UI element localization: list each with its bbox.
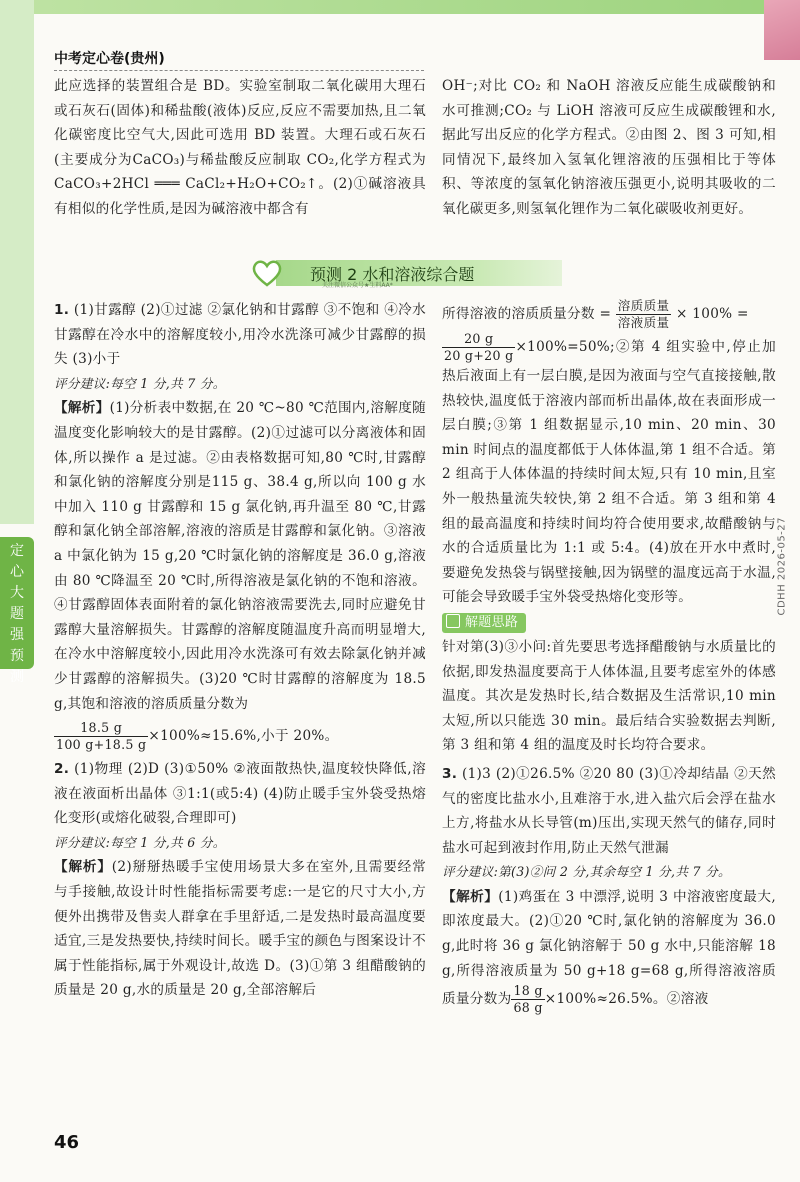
banner-watermark: 关注微信公众号★生料AA* [322,282,393,289]
q3-frac-den: 68 g [513,1000,543,1016]
thinking-label: 解题思路 [465,614,519,630]
q2-analysis [54,855,426,1003]
q1-analysis-label: 【解析】 [54,400,110,417]
q2-score: 评分建议:每空 1 分,共 6 分。 [54,834,226,850]
q1-analysis-text: (1)分析表中数据,在 20 ℃~80 ℃范围内,溶解度随温度变化影响较大的是甘露醇。(2)①过滤可以分离液体和固体,所以操作 a 是过滤。②由表格数据可知,80 ℃时,甘露醇和氯化钠的溶解度分别是115 g、38.4 g,所以向 100 g 水中加入 110 g 甘露醇和 15 g 氯化钠,再升温至 80 ℃,甘露醇和氯化钠全部溶解,溶液的溶质是甘露醇和氯化钠。③溶液 a 中氯化钠为 15 g,20 ℃时氯化钠的溶解度是 36.0 g,溶液由 80 ℃降温至 20 ℃时,所得溶液是氯化钠的不饱和溶液。④甘露醇固体表面附着的氯化钠溶液需要洗去,同时应避免甘露醇大量溶解损失。甘露醇的溶解度随温度升高而明显增大,在冷水中溶解度较小,因此用冷水洗涤可有效去除氯化钠并减少甘露醇的溶解损失。(3)20 ℃时甘露醇的溶解度为 18.5 g,其饱和溶液的溶质质量分数为 [54,400,426,712]
right-top-paragraph: OH⁻;对比 CO₂ 和 NaOH 溶液反应能生成碳酸钠和水可推测;CO₂ 与 LiOH 溶液可反应生成碳酸锂和水,据此写出反应的化学方程式。②由图 2、图 3 可知,相同情况下,最终加入氢氧化锂溶液的压强相比于等体积、等浓度的氢氧化钠溶液压强更小,说明其吸收的二氧化碳更多,则氢氧化锂作为二氧化碳吸收剂更好。 [442,78,776,217]
q3-analysis-label: 【解析】 [442,888,499,905]
thinking-text: 针对第(3)③小问:首先要思考选择醋酸钠与水质量比的依据,即发热温度要高于人体体温,且要考虑室外的体感温度。其次是发热时长,结合数据及生活常识,10 min 太短,所以只能选 30 min。最后结合实验数据去判断,第 3 组和第 4 组的温度及时长均符合要求。 [442,638,776,754]
q2-f1-tail: × 100% = [675,306,749,322]
q1-fraction [54,720,148,753]
q1-frac-tail: ×100%≈15.6%,小于 20%。 [148,728,339,745]
q1-score: 评分建议:每空 1 分,共 7 分。 [54,375,226,391]
right-top-continuation [442,74,776,222]
side-date-stamp [772,420,792,620]
side-date-text: CDHH 2026-05-27 [776,516,788,616]
side-tab-label: 定心大题强预测 [10,543,24,685]
q2-analysis-text: (2)掰掰热暖手宝使用场景大多在室外,且需要经常与手接触,故设计时性能指标需要考虑:一是它的尺寸大小,方便外出携带及售卖人群拿在手里舒适,二是发热时最高温度要适宜,三是发热要快,持续时间长。暖手宝的颜色与图案设计不属于性能指标,属于外观设计,故选 D。(3)①第 3 组醋酸钠的质量是 20 g,水的质量是 20 g,全部溶解后 [54,859,426,999]
page-number: 46 [54,1132,80,1153]
q3-fraction [511,983,544,1016]
side-section-tab [0,537,34,685]
left-top-paragraph: 此应选择的装置组合是 BD。实验室制取二氧化碳用大理石或石灰石(固体)和稀盐酸(液体)反应,反应不需要加热,且二氧化碳密度比空气大,因此可选用 BD 装置。大理石或石灰石(主要成分为CaCO₃)与稀盐酸反应制取 CO₂,化学方程式为CaCO₃+2HCl ═══ CaCl₂+H₂O+CO₂↑。(2)①碱溶液具有相似的化学性质,是因为碱溶液中都含有 [54,78,426,217]
q2-fraction-general [616,298,672,331]
corner-decoration [764,0,800,60]
q1-frac-den: 100 g+18.5 g [56,737,147,753]
left-column [54,298,426,1003]
edit-icon [446,614,460,628]
q1-answer-text: (1)甘露醇 (2)①过滤 ②氯化钠和甘露醇 ③不饱和 ④冷水 甘露醇在冷水中的溶解度较小,用冷水洗涤可减少甘露醇的损失 (3)小于 [54,302,427,368]
q3-analysis [442,885,776,1016]
q2-cont-formula [442,298,776,331]
q3-number: 3. [442,765,458,782]
q1-analysis [54,396,426,716]
q2-cont-rest: ×100%=50%;②第 4 组实验中,停止加热后液面上有一层白膜,是因为液面与空气直接接触,散热较快,温度低于溶液内部而析出晶体,故在表面形成一层白膜;③第 1 组数据显示,10 min、20 min、30 min 时间点的温度都低于人体体温,第 1 组不合适。第 2 组高于人体体温的持续时间太短,只有 10 min,且室外一般热量流失较快,第 2 组不合适。第 3 组和第 4 组的最高温度和持续时间均符合使用要求,故醋酸钠与水的合适质量比为 1:1 或 5:4。(4)放在开水中煮时,要避免发热袋与锅壁接触,因为锅壁的温度远高于水温,可能会导致暖手宝外袋受热熔化变形等。 [442,339,776,606]
left-top-continuation [54,74,426,222]
q2-answer [54,757,426,831]
section-banner [250,256,566,290]
q3-answer [442,762,776,860]
q2-f2-den: 20 g+20 g [444,348,514,363]
q2-fraction-values [442,331,515,364]
q3-frac-tail: ×100%≈26.5%。②溶液 [544,991,709,1008]
q3-answer-text: (1)3 (2)①26.5% ②20 80 (3)①冷却结晶 ②天然气的密度比盐水小,且难溶于水,进入盐穴后会浮在盐水上方,将盐水从长导管(m)压出,实现天然气的储存,同时盐水可起到液封作用,防止天然气泄漏 [442,765,777,856]
q2-f1-num: 溶质质量 [617,298,670,313]
q2-cont-lead: 所得溶液的溶质质量分数 = [442,306,612,322]
q2-cont-text [442,331,776,610]
q2-number: 2. [54,761,70,778]
heart-icon [250,256,284,290]
q1-answer [54,298,426,372]
q3-score: 评分建议:第(3)②问 2 分,其余每空 1 分,共 7 分。 [442,864,731,880]
side-margin-band [0,0,34,524]
q3-analysis-text: (1)鸡蛋在 3 中漂浮,说明 3 中溶液密度最大,即浓度最大。(2)①20 ℃时,氯化钠的溶解度为 36.0 g,此时将 36 g 氯化钠溶解于 50 g 水中,只能溶解 18 g,所得溶液质量为 50 g+18 g=68 g,所得溶液溶质质量分数为 [442,888,777,1008]
right-column [442,298,776,1016]
top-color-band [0,0,800,14]
q3-frac-num: 18 g [513,983,543,999]
banner-title: 预测 2 水和溶液综合题 [310,265,475,284]
q1-number: 1. [54,302,70,318]
q1-formula [54,720,426,753]
q2-answer-text: (1)物理 (2)D (3)①50% ②液面散热快,温度较快降低,溶液在液面析出晶体 ③1:1(或5:4) (4)防止暖手宝外袋受热熔化变形(或熔化破裂,合理即可) [54,761,426,827]
q2-analysis-label: 【解析】 [54,859,112,876]
q2-f1-den: 溶液质量 [617,315,670,330]
q1-frac-num: 18.5 g [54,720,148,737]
q2-f2-num: 20 g [442,331,515,348]
header-divider [54,70,424,71]
page-header-title: 中考定心卷(贵州) [54,51,165,67]
solution-thinking-tag [442,613,526,633]
